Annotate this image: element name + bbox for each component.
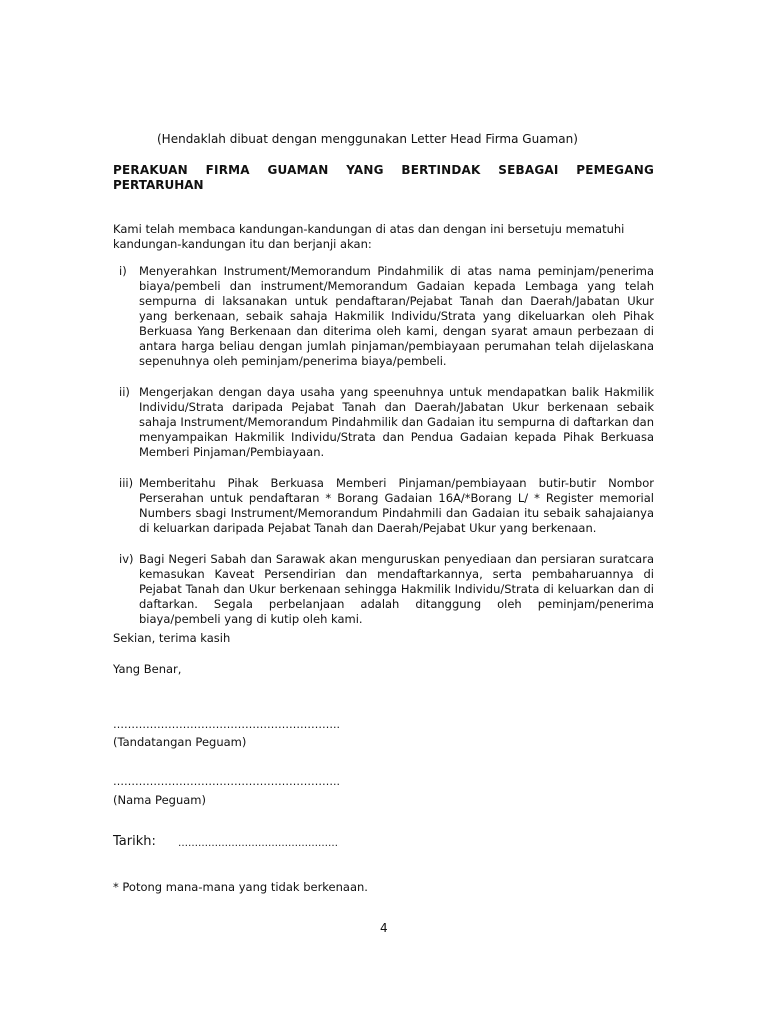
page-number: 4 (380, 921, 388, 935)
list-item-number: i) (119, 264, 127, 278)
list-item-number: iv) (119, 552, 134, 566)
list-item (119, 476, 654, 536)
list-item (119, 552, 654, 627)
list-item-text: Bagi Negeri Sabah dan Sarawak akan menguruskan penyediaan dan persiaran suratcara kemasukan Kaveat Persendirian dan mendaftarkannya, serta pembaharuannya di Pejabat Tanah dan Ukur berkenaan sehingga Hakmilik Individu/Strata di keluarkan dan di daftarkan. Segala perbelanjaan adalah ditanggung oleh peminjam/penerima biaya/pembeli yang di kutip oleh kami. (139, 552, 654, 626)
list-item-text: Menyerahkan Instrument/Memorandum Pindahmilik di atas nama peminjam/penerima biaya/pembeli dan instrument/Memorandum Gadaian kepada Lembaga yang telah sempurna di laksanakan untuk pendaftaran/Pejabat Tanah dan Daerah/Jabatan Ukur yang berkenaan, sebaik sahaja Hakmilik Individu/Strata yang dikeluarkan oleh Pihak Berkuasa Yang Berkenaan dan diterima oleh kami, dengan syarat amaun perbezaan di antara harga beliau dengan jumlah pinjaman/pembiayaan perumahan telah dijelaskana sepenuhnya oleh peminjam/penerima biaya/pembeli. (139, 264, 654, 368)
undertaking-list (119, 264, 654, 627)
list-item-text: Mengerjakan dengan daya usaha yang speenuhnya untuk mendapatkan balik Hakmilik Individu/Strata daripada Pejabat Tanah dan Daerah/Jabatan Ukur berkenaan sebaik sahaja Instrument/Memorandum Pindahmilik dan Gadaian itu sempurna di daftarkan dan menyampaikan Hakmilik Individu/Strata dan Pendua Gadaian kepada Pihak Berkuasa Memberi Pinjaman/Pembiayaan. (139, 385, 654, 459)
list-item-text: Memberitahu Pihak Berkuasa Memberi Pinjaman/pembiayaan butir-butir Nombor Perserahan untuk pendaftaran * Borang Gadaian 16A/*Borang L/ * Register memorial Numbers sbagi Instrument/Memorandum Pindahmili dan Gadaian itu sebaik sahajaianya di keluarkan daripada Pejabat Tanah dan Daerah/Pejabat Ukur yang berkenaan. (139, 476, 654, 535)
list-item (119, 385, 654, 460)
name-line: …………………………………………………….. (113, 775, 340, 788)
footnote: * Potong mana-mana yang tidak berkenaan. (113, 880, 368, 894)
closing-line: Sekian, terima kasih (113, 631, 231, 645)
signature-line: …………………………………………………….. (113, 718, 340, 731)
document-title: PERAKUAN FIRMA GUAMAN YANG BERTINDAK SEBAGAI PEMEGANG (113, 163, 654, 177)
intro-paragraph: Kami telah membaca kandungan-kandungan di atas dan dengan ini bersetuju mematuhi kandungan-kandungan itu dan berjanji akan: (113, 222, 625, 251)
list-item-number: ii) (119, 385, 130, 399)
list-item (119, 264, 654, 369)
salutation: Yang Benar, (113, 662, 182, 676)
date-line: ………………………………………… (178, 838, 338, 849)
document-title-continued: PERTARUHAN (113, 178, 204, 192)
signature-label: (Tandatangan Peguam) (113, 735, 247, 749)
date-label: Tarikh: (113, 834, 156, 849)
letterhead-note: (Hendaklah dibuat dengan menggunakan Letter Head Firma Guaman) (157, 132, 578, 146)
name-label: (Nama Peguam) (113, 793, 206, 807)
list-item-number: iii) (119, 476, 134, 490)
